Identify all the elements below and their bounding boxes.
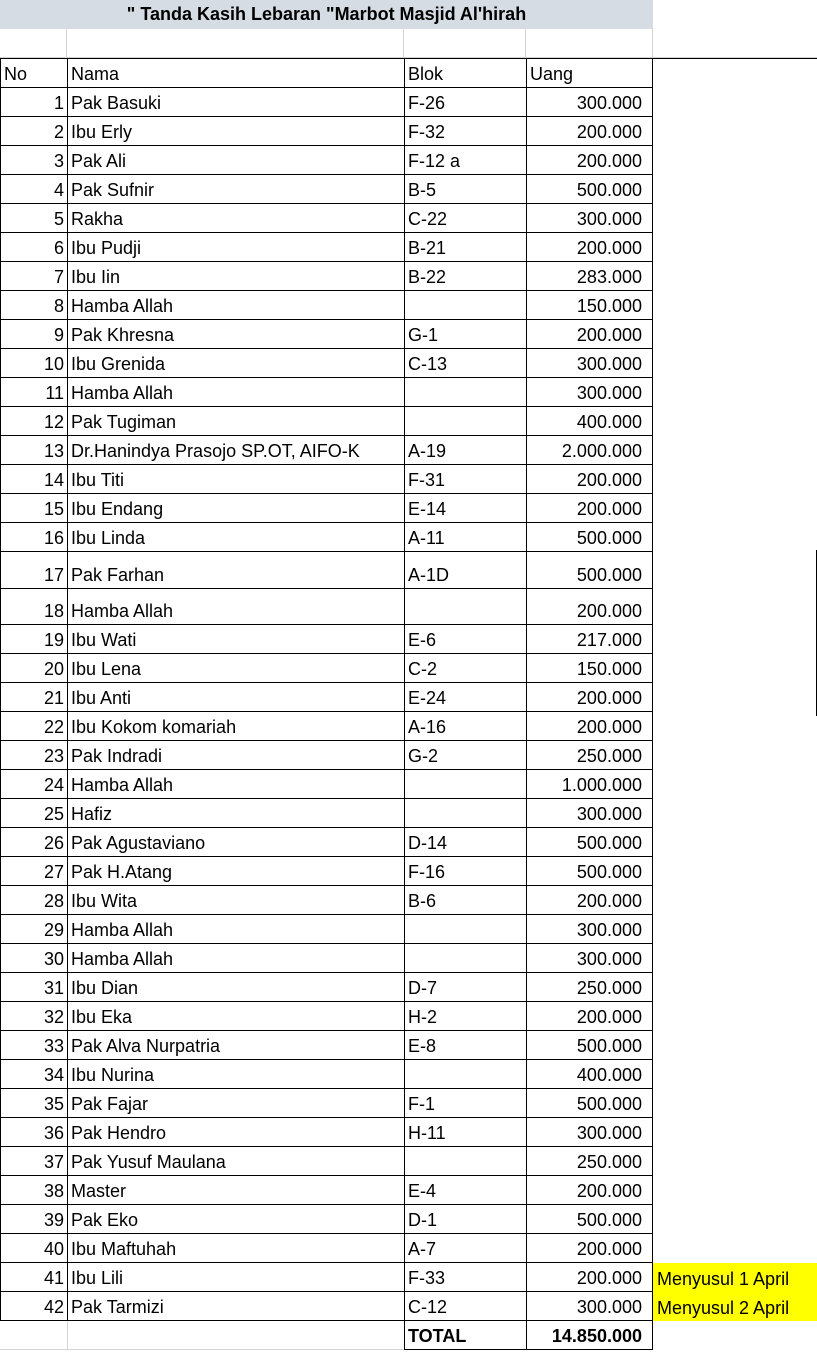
donor-name[interactable]: Hamba Allah xyxy=(67,944,404,973)
amount[interactable]: 400.000 xyxy=(526,1060,653,1089)
table-row xyxy=(0,465,817,494)
block-code[interactable]: C-2 xyxy=(404,654,526,683)
row-number[interactable]: 29 xyxy=(0,915,67,944)
row-number[interactable]: 35 xyxy=(0,1089,67,1118)
donor-name[interactable]: Pak Sufnir xyxy=(67,175,404,204)
amount[interactable]: 150.000 xyxy=(526,654,653,683)
block-code[interactable]: E-24 xyxy=(404,683,526,712)
block-code[interactable]: G-1 xyxy=(404,320,526,349)
title-row xyxy=(0,0,817,29)
row-number[interactable]: 34 xyxy=(0,1060,67,1089)
table-row xyxy=(0,915,817,944)
table-row xyxy=(0,741,817,770)
amount[interactable]: 500.000 xyxy=(526,1089,653,1118)
table-row xyxy=(0,146,817,175)
amount[interactable]: 200.000 xyxy=(526,494,653,523)
table-row xyxy=(0,349,817,378)
table-row xyxy=(0,233,817,262)
block-code[interactable]: B-6 xyxy=(404,886,526,915)
block-code[interactable] xyxy=(404,407,526,436)
donor-name[interactable]: Ibu Wita xyxy=(67,886,404,915)
row-number[interactable]: 22 xyxy=(0,712,67,741)
amount[interactable]: 150.000 xyxy=(526,291,653,320)
amount[interactable]: 300.000 xyxy=(526,349,653,378)
amount[interactable]: 200.000 xyxy=(526,683,653,712)
amount[interactable]: 1.000.000 xyxy=(526,770,653,799)
total-row xyxy=(0,1321,817,1350)
block-code[interactable]: C-12 xyxy=(404,1292,526,1321)
row-number[interactable]: 27 xyxy=(0,857,67,886)
donor-name[interactable]: Ibu Nurina xyxy=(67,1060,404,1089)
block-code[interactable]: F-33 xyxy=(404,1263,526,1292)
row-number[interactable]: 7 xyxy=(0,262,67,291)
table-row xyxy=(0,378,817,407)
donor-name[interactable]: Ibu Iin xyxy=(67,262,404,291)
donor-name[interactable]: Pak Indradi xyxy=(67,741,404,770)
donor-name[interactable]: Ibu Wati xyxy=(67,625,404,654)
donor-name[interactable]: Pak Agustaviano xyxy=(67,828,404,857)
table-row xyxy=(0,1263,817,1292)
row-number[interactable]: 31 xyxy=(0,973,67,1002)
empty-cell[interactable] xyxy=(404,29,526,58)
amount[interactable]: 200.000 xyxy=(526,146,653,175)
table-row xyxy=(0,1147,817,1176)
amount[interactable]: 300.000 xyxy=(526,88,653,117)
amount[interactable]: 200.000 xyxy=(526,1234,653,1263)
block-code[interactable]: B-21 xyxy=(404,233,526,262)
block-code[interactable]: A-11 xyxy=(404,523,526,552)
row-number[interactable]: 9 xyxy=(0,320,67,349)
amount[interactable]: 283.000 xyxy=(526,262,653,291)
row-number[interactable]: 10 xyxy=(0,349,67,378)
row-number[interactable]: 11 xyxy=(0,378,67,407)
block-code[interactable]: E-14 xyxy=(404,494,526,523)
header-nama[interactable]: Nama xyxy=(67,59,404,88)
donor-name[interactable]: Pak Yusuf Maulana xyxy=(67,1147,404,1176)
row-number[interactable]: 36 xyxy=(0,1118,67,1147)
table-row xyxy=(0,1031,817,1060)
amount[interactable]: 300.000 xyxy=(526,204,653,233)
block-code[interactable]: C-22 xyxy=(404,204,526,233)
donor-name[interactable]: Hafiz xyxy=(67,799,404,828)
row-number[interactable]: 12 xyxy=(0,407,67,436)
donor-name[interactable]: Pak Tugiman xyxy=(67,407,404,436)
donor-name[interactable]: Ibu Maftuhah xyxy=(67,1234,404,1263)
table-row xyxy=(0,204,817,233)
donor-name[interactable]: Dr.Hanindya Prasojo SP.OT, AIFO-K xyxy=(67,436,404,465)
note-cell[interactable]: Menyusul 1 April xyxy=(653,1263,817,1292)
donor-name[interactable]: Hamba Allah xyxy=(67,378,404,407)
table-row xyxy=(0,88,817,117)
block-code[interactable] xyxy=(404,1060,526,1089)
donor-name[interactable]: Master xyxy=(67,1176,404,1205)
table-row xyxy=(0,886,817,915)
amount[interactable]: 200.000 xyxy=(526,465,653,494)
amount[interactable]: 500.000 xyxy=(526,552,653,589)
table-row xyxy=(0,1205,817,1234)
donor-name[interactable]: Pak Basuki xyxy=(67,88,404,117)
block-code[interactable]: H-11 xyxy=(404,1118,526,1147)
donor-name[interactable]: Ibu Erly xyxy=(67,117,404,146)
donor-name[interactable]: Pak Fajar xyxy=(67,1089,404,1118)
amount[interactable]: 500.000 xyxy=(526,175,653,204)
table-row xyxy=(0,683,817,712)
amount[interactable]: 500.000 xyxy=(526,857,653,886)
block-code[interactable]: G-2 xyxy=(404,741,526,770)
block-code[interactable]: E-4 xyxy=(404,1176,526,1205)
row-number[interactable]: 23 xyxy=(0,741,67,770)
donor-name[interactable]: Pak Tarmizi xyxy=(67,1292,404,1321)
block-code[interactable]: C-13 xyxy=(404,349,526,378)
table-row xyxy=(0,1292,817,1321)
donor-name[interactable]: Pak Hendro xyxy=(67,1118,404,1147)
block-code[interactable]: F-1 xyxy=(404,1089,526,1118)
amount[interactable]: 500.000 xyxy=(526,1205,653,1234)
donor-name[interactable]: Ibu Grenida xyxy=(67,349,404,378)
row-number[interactable]: 5 xyxy=(0,204,67,233)
amount[interactable]: 400.000 xyxy=(526,407,653,436)
amount[interactable]: 217.000 xyxy=(526,625,653,654)
block-code[interactable] xyxy=(404,799,526,828)
table-row xyxy=(0,712,817,741)
block-code[interactable]: D-1 xyxy=(404,1205,526,1234)
table-row xyxy=(0,1118,817,1147)
empty-cell[interactable] xyxy=(526,29,653,58)
header-no[interactable]: No xyxy=(0,59,67,88)
donor-name[interactable]: Hamba Allah xyxy=(67,770,404,799)
table-row xyxy=(0,625,817,654)
table-row xyxy=(0,770,817,799)
table-row xyxy=(0,552,817,589)
total-value[interactable]: 14.850.000 xyxy=(526,1321,653,1350)
donor-name[interactable]: Hamba Allah xyxy=(67,915,404,944)
donor-name[interactable]: Hamba Allah xyxy=(67,589,404,625)
donor-name[interactable]: Ibu Pudji xyxy=(67,233,404,262)
table-row xyxy=(0,944,817,973)
row-number[interactable]: 6 xyxy=(0,233,67,262)
row-number[interactable]: 21 xyxy=(0,683,67,712)
amount[interactable]: 300.000 xyxy=(526,799,653,828)
row-number[interactable]: 19 xyxy=(0,625,67,654)
block-code[interactable]: F-31 xyxy=(404,465,526,494)
amount[interactable]: 300.000 xyxy=(526,1292,653,1321)
donor-name[interactable]: Pak Ali xyxy=(67,146,404,175)
donor-name[interactable]: Ibu Endang xyxy=(67,494,404,523)
row-number[interactable]: 28 xyxy=(0,886,67,915)
total-label: TOTAL xyxy=(404,1321,526,1350)
donor-name[interactable]: Pak Eko xyxy=(67,1205,404,1234)
block-code[interactable] xyxy=(404,944,526,973)
empty-cell[interactable] xyxy=(653,29,817,58)
donor-name[interactable]: Ibu Anti xyxy=(67,683,404,712)
table-row xyxy=(0,1234,817,1263)
amount[interactable]: 200.000 xyxy=(526,886,653,915)
row-number[interactable]: 25 xyxy=(0,799,67,828)
amount[interactable]: 300.000 xyxy=(526,378,653,407)
row-number[interactable]: 38 xyxy=(0,1176,67,1205)
block-code[interactable] xyxy=(404,915,526,944)
row-number[interactable]: 37 xyxy=(0,1147,67,1176)
table-row xyxy=(0,799,817,828)
donor-name[interactable]: Ibu Titi xyxy=(67,465,404,494)
row-number[interactable]: 24 xyxy=(0,770,67,799)
row-number[interactable]: 3 xyxy=(0,146,67,175)
amount[interactable]: 200.000 xyxy=(526,1176,653,1205)
row-number[interactable]: 41 xyxy=(0,1263,67,1292)
row-number[interactable]: 8 xyxy=(0,291,67,320)
table-row xyxy=(0,654,817,683)
block-code[interactable]: A-19 xyxy=(404,436,526,465)
table-row xyxy=(0,320,817,349)
table-row xyxy=(0,436,817,465)
row-number[interactable]: 14 xyxy=(0,465,67,494)
header-row xyxy=(0,58,817,88)
donor-name[interactable]: Pak Khresna xyxy=(67,320,404,349)
row-number[interactable]: 17 xyxy=(0,552,67,589)
row-number[interactable]: 33 xyxy=(0,1031,67,1060)
block-code[interactable]: E-6 xyxy=(404,625,526,654)
table-row xyxy=(0,1060,817,1089)
row-number[interactable]: 18 xyxy=(0,589,67,625)
empty-row xyxy=(0,29,817,58)
table-row xyxy=(0,589,817,625)
row-number[interactable]: 16 xyxy=(0,523,67,552)
empty-cell[interactable] xyxy=(0,29,67,58)
donor-name[interactable]: Ibu Linda xyxy=(67,523,404,552)
row-number[interactable]: 15 xyxy=(0,494,67,523)
amount[interactable]: 200.000 xyxy=(526,233,653,262)
block-code[interactable] xyxy=(404,378,526,407)
amount[interactable]: 500.000 xyxy=(526,828,653,857)
block-code[interactable]: B-5 xyxy=(404,175,526,204)
table-row xyxy=(0,523,817,552)
row-number[interactable]: 32 xyxy=(0,1002,67,1031)
row-number[interactable]: 13 xyxy=(0,436,67,465)
block-code[interactable]: A-1D xyxy=(404,552,526,589)
amount[interactable]: 300.000 xyxy=(526,915,653,944)
block-code[interactable]: A-7 xyxy=(404,1234,526,1263)
table-row xyxy=(0,494,817,523)
header-blok[interactable]: Blok xyxy=(404,59,526,88)
row-number[interactable]: 39 xyxy=(0,1205,67,1234)
table-row xyxy=(0,1002,817,1031)
note-cell[interactable]: Menyusul 2 April xyxy=(653,1292,817,1321)
table-row xyxy=(0,262,817,291)
donor-name[interactable]: Pak Farhan xyxy=(67,552,404,589)
block-code[interactable]: D-14 xyxy=(404,828,526,857)
amount[interactable]: 500.000 xyxy=(526,523,653,552)
donor-name[interactable]: Ibu Dian xyxy=(67,973,404,1002)
empty-cell[interactable] xyxy=(67,29,404,58)
donor-name[interactable]: Ibu Lena xyxy=(67,654,404,683)
donor-name[interactable]: Ibu Kokom komariah xyxy=(67,712,404,741)
amount[interactable]: 200.000 xyxy=(526,712,653,741)
block-code[interactable]: E-8 xyxy=(404,1031,526,1060)
block-code[interactable]: F-16 xyxy=(404,857,526,886)
table-row xyxy=(0,291,817,320)
table-row xyxy=(0,407,817,436)
amount[interactable]: 200.000 xyxy=(526,320,653,349)
table-row xyxy=(0,1176,817,1205)
amount[interactable]: 300.000 xyxy=(526,944,653,973)
row-number[interactable]: 40 xyxy=(0,1234,67,1263)
amount[interactable]: 200.000 xyxy=(526,1002,653,1031)
block-code[interactable]: F-26 xyxy=(404,88,526,117)
empty-cell[interactable] xyxy=(67,1321,404,1350)
header-uang[interactable]: Uang xyxy=(526,59,653,88)
table-row xyxy=(0,175,817,204)
amount[interactable]: 2.000.000 xyxy=(526,436,653,465)
empty-cell[interactable] xyxy=(0,1321,67,1350)
donor-name[interactable]: Hamba Allah xyxy=(67,291,404,320)
amount[interactable]: 250.000 xyxy=(526,973,653,1002)
table-row xyxy=(0,117,817,146)
block-code[interactable]: B-22 xyxy=(404,262,526,291)
row-number[interactable]: 26 xyxy=(0,828,67,857)
row-number[interactable]: 30 xyxy=(0,944,67,973)
amount[interactable]: 200.000 xyxy=(526,589,653,625)
row-number[interactable]: 42 xyxy=(0,1292,67,1321)
donor-name[interactable]: Ibu Eka xyxy=(67,1002,404,1031)
block-code[interactable]: F-12 a xyxy=(404,146,526,175)
amount[interactable]: 300.000 xyxy=(526,1118,653,1147)
table-row xyxy=(0,857,817,886)
row-number[interactable]: 4 xyxy=(0,175,67,204)
donor-name[interactable]: Pak Alva Nurpatria xyxy=(67,1031,404,1060)
amount[interactable]: 250.000 xyxy=(526,1147,653,1176)
block-code[interactable]: H-2 xyxy=(404,1002,526,1031)
block-code[interactable]: D-7 xyxy=(404,973,526,1002)
donor-name[interactable]: Ibu Lili xyxy=(67,1263,404,1292)
amount[interactable]: 250.000 xyxy=(526,741,653,770)
sheet-title[interactable]: " Tanda Kasih Lebaran "Marbot Masjid Al'hirah xyxy=(0,0,653,29)
donor-name[interactable]: Rakha xyxy=(67,204,404,233)
row-number[interactable]: 20 xyxy=(0,654,67,683)
donor-name[interactable]: Pak H.Atang xyxy=(67,857,404,886)
table-row xyxy=(0,828,817,857)
amount[interactable]: 200.000 xyxy=(526,1263,653,1292)
block-code[interactable] xyxy=(404,291,526,320)
row-number[interactable]: 1 xyxy=(0,88,67,117)
table-row xyxy=(0,973,817,1002)
block-code[interactable]: A-16 xyxy=(404,712,526,741)
block-code[interactable] xyxy=(404,770,526,799)
block-code[interactable]: F-32 xyxy=(404,117,526,146)
block-code[interactable] xyxy=(404,1147,526,1176)
amount[interactable]: 200.000 xyxy=(526,117,653,146)
amount[interactable]: 500.000 xyxy=(526,1031,653,1060)
table-row xyxy=(0,1089,817,1118)
block-code[interactable] xyxy=(404,589,526,625)
row-number[interactable]: 2 xyxy=(0,117,67,146)
